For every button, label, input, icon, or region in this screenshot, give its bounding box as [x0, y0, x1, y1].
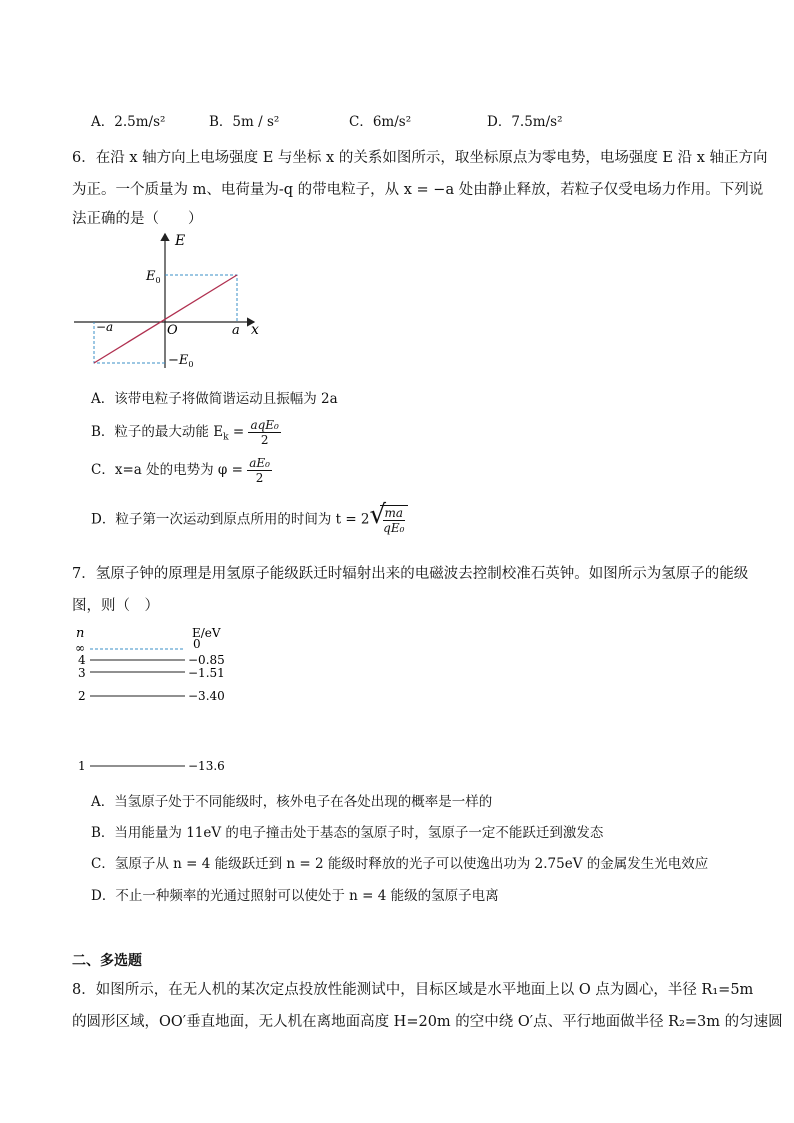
q5-option-b: B．5m / s²	[209, 114, 280, 130]
q6-stem-line1: 6．在沿 x 轴方向上电场强度 E 与坐标 x 的关系如图所示，取坐标原点为零电势，电场强度 E 沿 x 轴正方向	[72, 150, 768, 166]
q7-option-b: B．当用能量为 11eV 的电子撞击处于基态的氢原子时，氢原子一定不能跃迁到激发态	[91, 825, 604, 841]
q7-energy-level-diagram	[70, 622, 250, 777]
q5-option-c: C．6m/s²	[349, 114, 412, 130]
level-n-2: 2	[78, 689, 86, 703]
x-axis-label: x	[251, 322, 259, 338]
a-neg-label: −a	[96, 320, 114, 334]
level-e-2: −3.40	[188, 689, 225, 703]
level-n-3: 3	[78, 666, 86, 680]
level-e-inf: 0	[193, 637, 201, 651]
section-heading-multiple-choice: 二、多选题	[72, 953, 142, 969]
q8-stem-line1: 8．如图所示，在无人机的某次定点投放性能测试中，目标区域是水平地面上以 O 点为圆心，半径 R₁=5m	[72, 982, 754, 998]
q7-option-c: C．氢原子从 n = 4 能级跃迁到 n = 2 能级时释放的光子可以使逸出功为 2.75eV 的金属发生光电效应	[91, 856, 709, 872]
q6-option-b: B．粒子的最大动能 $E_k$ = $\frac{\text{aqE₀}}{2}$	[91, 418, 279, 447]
q7-option-d: D．不止一种频率的光通过照射可以使处于 n = 4 能级的氢原子电离	[91, 888, 499, 904]
origin-label: O	[167, 323, 178, 338]
q5-option-a: A．2.5m/s²	[91, 114, 166, 130]
level-e-1: −13.6	[188, 759, 225, 773]
e0-label: $E_0$	[146, 269, 161, 285]
q6-stem-line3: 法正确的是（ ）	[72, 211, 203, 227]
q6-option-c: C．x=a 处的电势为 φ = $\frac{\text{aE₀}}{2}$	[91, 456, 270, 485]
n-header: n	[76, 626, 85, 641]
e-header: E/eV	[192, 626, 221, 640]
q7-option-a: A．当氢原子处于不同能级时，核外电子在各处出现的概率是一样的	[91, 794, 493, 810]
level-n-4: 4	[78, 653, 86, 667]
level-e-3: −1.51	[188, 666, 225, 680]
q6-stem-line2: 为正。一个质量为 m、电荷量为-q 的带电粒子，从 x = −a 处由静止释放，若粒子仅受电场力作用。下列说	[72, 182, 764, 198]
level-e-4: −0.85	[188, 653, 225, 667]
q5-option-d: D．7.5m/s²	[487, 114, 563, 130]
q7-stem-line2: 图，则（ ）	[72, 598, 159, 614]
q8-stem-line2: 的圆形区域，OO′垂直地面，无人机在离地面高度 H=20m 的空中绕 O′点、平行地面做半径 R₂=3m 的匀速圆	[72, 1014, 783, 1030]
level-n-1: 1	[78, 759, 86, 773]
q6-option-d: D．粒子第一次运动到原点所用的时间为 t = 2 √ $\frac{ma}{\text{qE₀}}$	[91, 505, 408, 535]
a-pos-label: a	[232, 323, 240, 338]
e-axis-label: E	[175, 233, 186, 249]
level-n-inf: ∞	[75, 641, 85, 655]
q6-e-x-graph	[66, 228, 276, 378]
q7-stem-line1: 7．氢原子钟的原理是用氢原子能级跃迁时辐射出来的电磁波去控制校准石英钟。如图所示为氢原子的能级	[72, 566, 749, 582]
q6-option-a: A．该带电粒子将做简谐运动且振幅为 2a	[91, 391, 338, 407]
neg-e0-label: $-E_0$	[168, 353, 194, 369]
